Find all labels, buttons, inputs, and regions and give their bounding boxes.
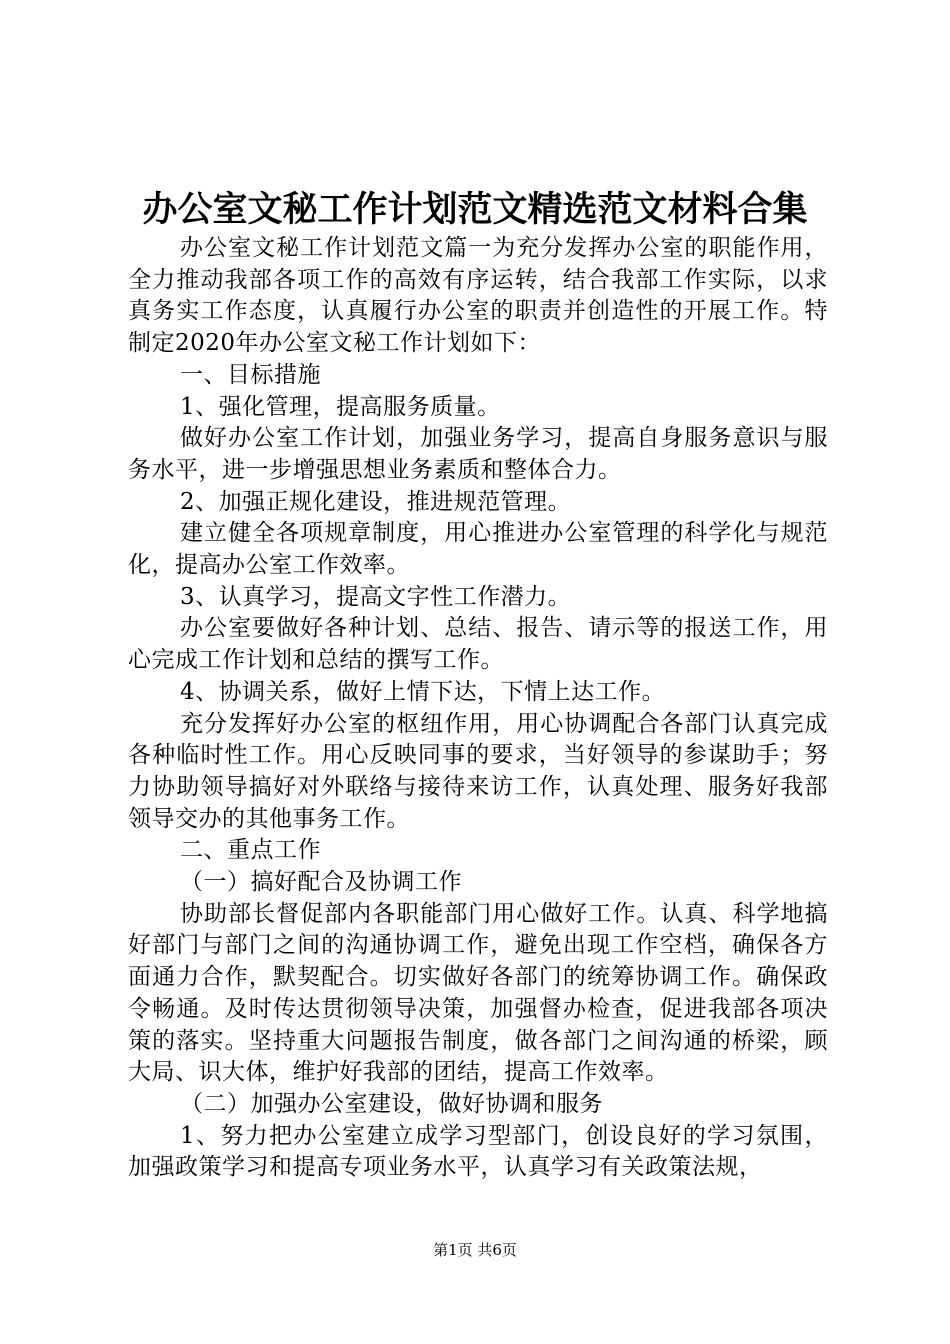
paragraph-intro: 办公室文秘工作计划范文篇一为充分发挥办公室的职能作用，全力推动我部各项工作的高效有序运转，结合我部工作实际，以求真务实工作态度，认真履行办公室的职责并创造性的开展工作。特制定2020年办公室文秘工作计划如下： <box>128 235 828 357</box>
page-footer: 第1页 共6页 <box>433 1241 517 1259</box>
office-building-body: 1、努力把办公室建立成学习型部门，创设良好的学习氛围，加强政策学习和提高专项业务水平，认真学习有关政策法规， <box>128 1122 828 1181</box>
document-body <box>128 233 828 1184</box>
item-1-body: 做好办公室工作计划，加强业务学习，提高自身服务意识与服务水平，进一步增强思想业务素质和整体合力。 <box>128 425 828 483</box>
item-3-body: 办公室要做好各种计划、总结、报告、请示等的报送工作，用心完成工作计划和总结的撰写工作。 <box>128 615 828 674</box>
item-3-heading: 3、认真学习，提高文字性工作潜力。 <box>180 583 572 610</box>
item-2-body: 建立健全各项规章制度，用心推进办公室管理的科学化与规范化，提高办公室工作效率。 <box>128 520 828 579</box>
item-2-heading: 2、加强正规化建设，推进规范管理。 <box>180 488 572 515</box>
subheading-office-building: （二）加强办公室建设，做好协调和服务 <box>180 1090 603 1117</box>
document-title: 办公室文秘工作计划范文精选范文材料合集 <box>142 189 808 230</box>
item-4-body: 充分发挥好办公室的枢纽作用，用心协调配合各部门认真完成各种临时性工作。用心反映同事的要求，当好领导的参谋助手；努力协助领导搞好对外联络与接待来访工作，认真处理、服务好我部领导交办的其他事务工作。 <box>128 710 828 832</box>
heading-key-work: 二、重点工作 <box>180 837 321 864</box>
item-4-heading: 4、协调关系，做好上情下达，下情上达工作。 <box>180 678 666 705</box>
subheading-coordination: （一）搞好配合及协调工作 <box>180 869 462 896</box>
item-1-heading: 1、强化管理，提高服务质量。 <box>180 393 501 420</box>
coordination-body: 协助部长督促部内各职能部门用心做好工作。认真、科学地搞好部门与部门之间的沟通协调工作，避免出现工作空档，确保各方面通力合作，默契配合。切实做好各部门的统筹协调工作。确保政令畅通。及时传达贯彻领导决策，加强督办检查，促进我部各项决策的落实。坚持重大问题报告制度，做各部门之间沟通的桥梁，顾大局、识大体，维护好我部的团结，提高工作效率。 <box>128 900 828 1086</box>
heading-goals: 一、目标措施 <box>180 361 321 388</box>
